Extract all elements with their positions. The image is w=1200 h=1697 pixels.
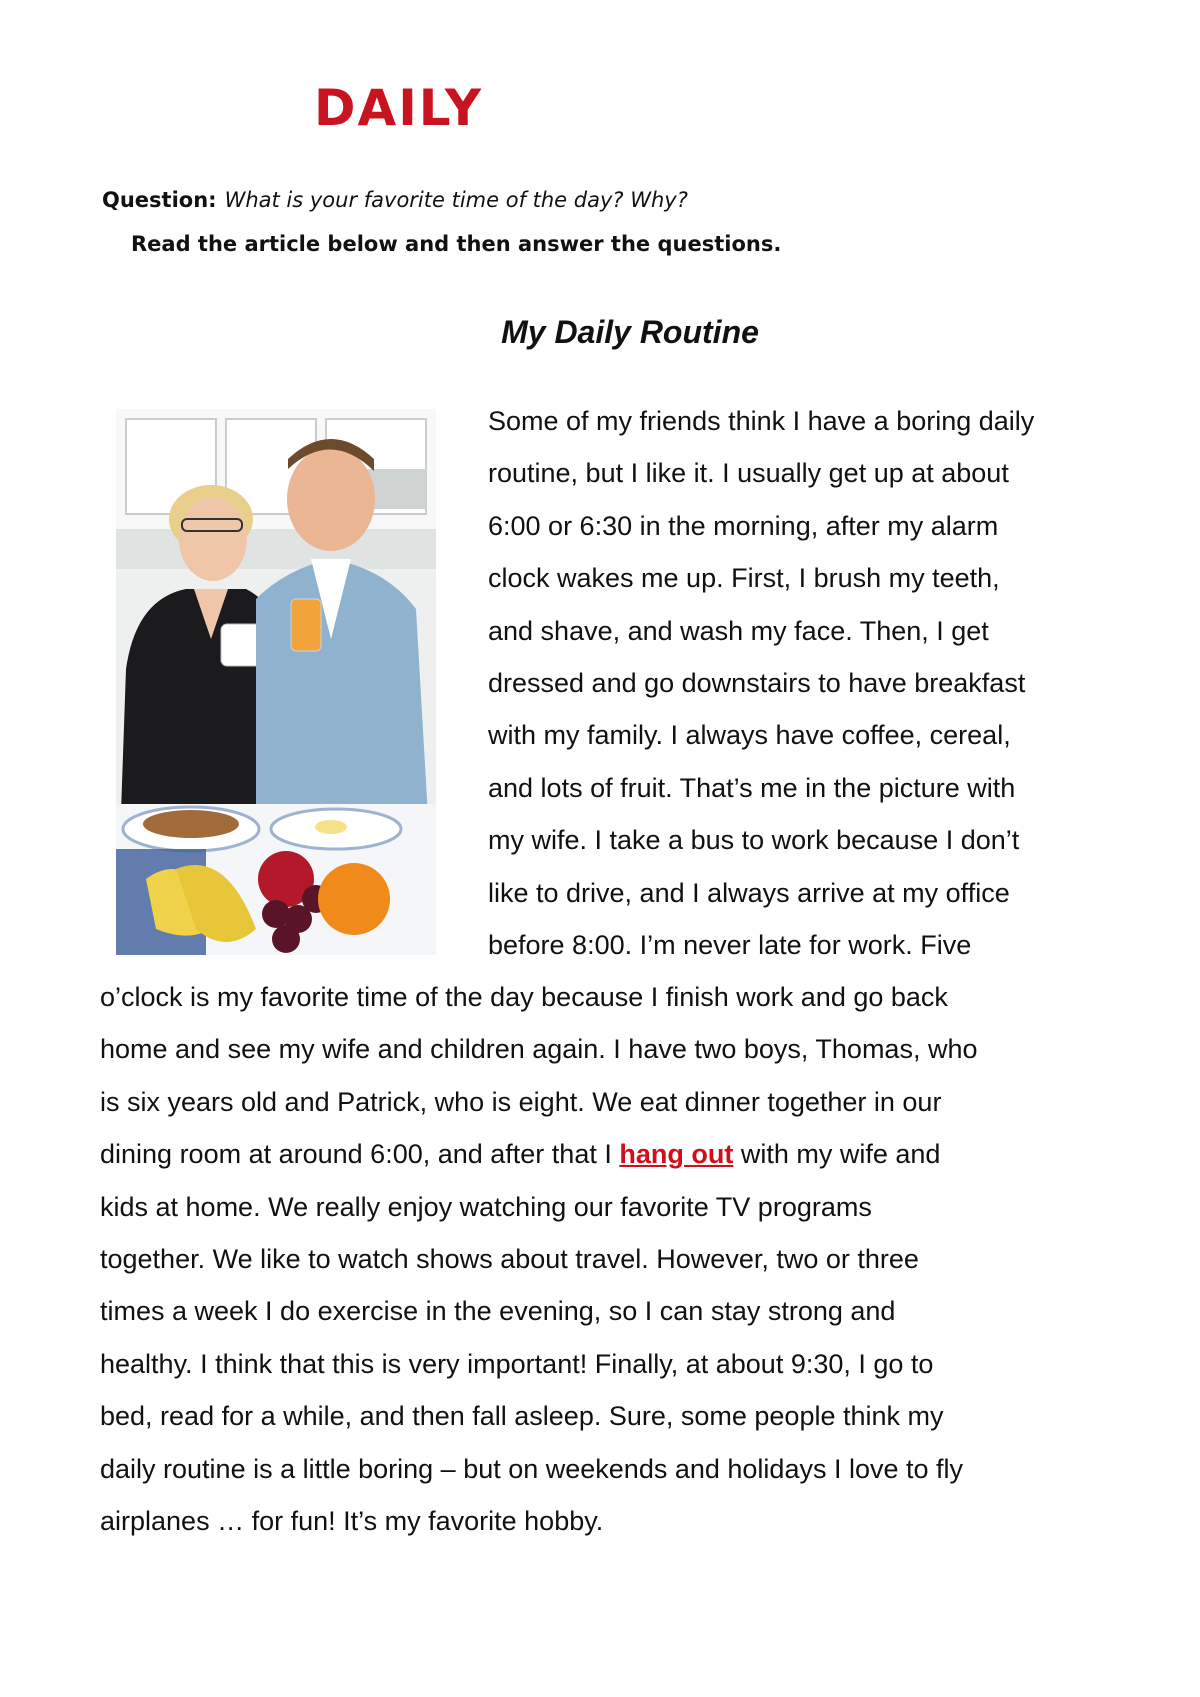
article-line: bed, read for a while, and then fall asleep. Sure, some people think my [100, 1401, 944, 1432]
question-text: What is your favorite time of the day? Why? [224, 188, 688, 212]
photo-illustration [116, 409, 436, 955]
article-line: clock wakes me up. First, I brush my teeth, [488, 563, 1000, 594]
hang-out-highlight: hang out [619, 1139, 734, 1170]
article-line: daily routine is a little boring – but on weekends and holidays I love to fly [100, 1453, 964, 1484]
article-line: and shave, and wash my face. Then, I get [488, 615, 989, 646]
couple-breakfast-photo [116, 409, 436, 955]
article-line: with my family. I always have coffee, cereal, [488, 720, 1011, 751]
article-line: 6:00 or 6:30 in the morning, after my alarm [488, 510, 999, 541]
article-line: routine, but I like it. I usually get up at about [488, 458, 1009, 489]
highlight-line-before: dining room at around 6:00, and after that I [100, 1139, 620, 1170]
article-line: home and see my wife and children again. I have two boys, Thomas, who [100, 1034, 978, 1065]
article-line: my wife. I take a bus to work because I don’t [488, 825, 1020, 856]
article-body-full-width [100, 971, 978, 1547]
article-line: times a week I do exercise in the evening, so I can stay strong and [100, 1296, 896, 1327]
article-line: healthy. I think that this is very important! Finally, at about 9:30, I go to [100, 1348, 934, 1379]
article-line: is six years old and Patrick, who is eight. We eat dinner together in our [100, 1086, 942, 1117]
article-line: airplanes … for fun! It’s my favorite hobby. [100, 1505, 604, 1536]
article-line: like to drive, and I always arrive at my office [488, 877, 1010, 908]
document-title: DAILY [314, 79, 484, 137]
instruction-text: Read the article below and then answer the questions. [131, 232, 782, 256]
article-line: before 8:00. I’m never late for work. Five [488, 929, 972, 960]
article-line: o’clock is my favorite time of the day because I finish work and go back [100, 982, 948, 1012]
article-line-with-highlight [100, 1128, 978, 1180]
article-line: and lots of fruit. That’s me in the picture with [488, 772, 1016, 803]
highlight-line-after: with my wife and [733, 1139, 941, 1170]
article-line: together. We like to watch shows about travel. However, two or three [100, 1243, 919, 1274]
article-line: kids at home. We really enjoy watching our favorite TV programs [100, 1191, 872, 1222]
question-label: Question: [102, 188, 217, 212]
article-line: Some of my friends think I have a boring daily [488, 406, 1035, 436]
article-body-right-column [488, 395, 1034, 971]
question-line [102, 184, 688, 216]
article-line: dressed and go downstairs to have breakfast [488, 667, 1026, 698]
article-title: My Daily Routine [501, 314, 759, 350]
